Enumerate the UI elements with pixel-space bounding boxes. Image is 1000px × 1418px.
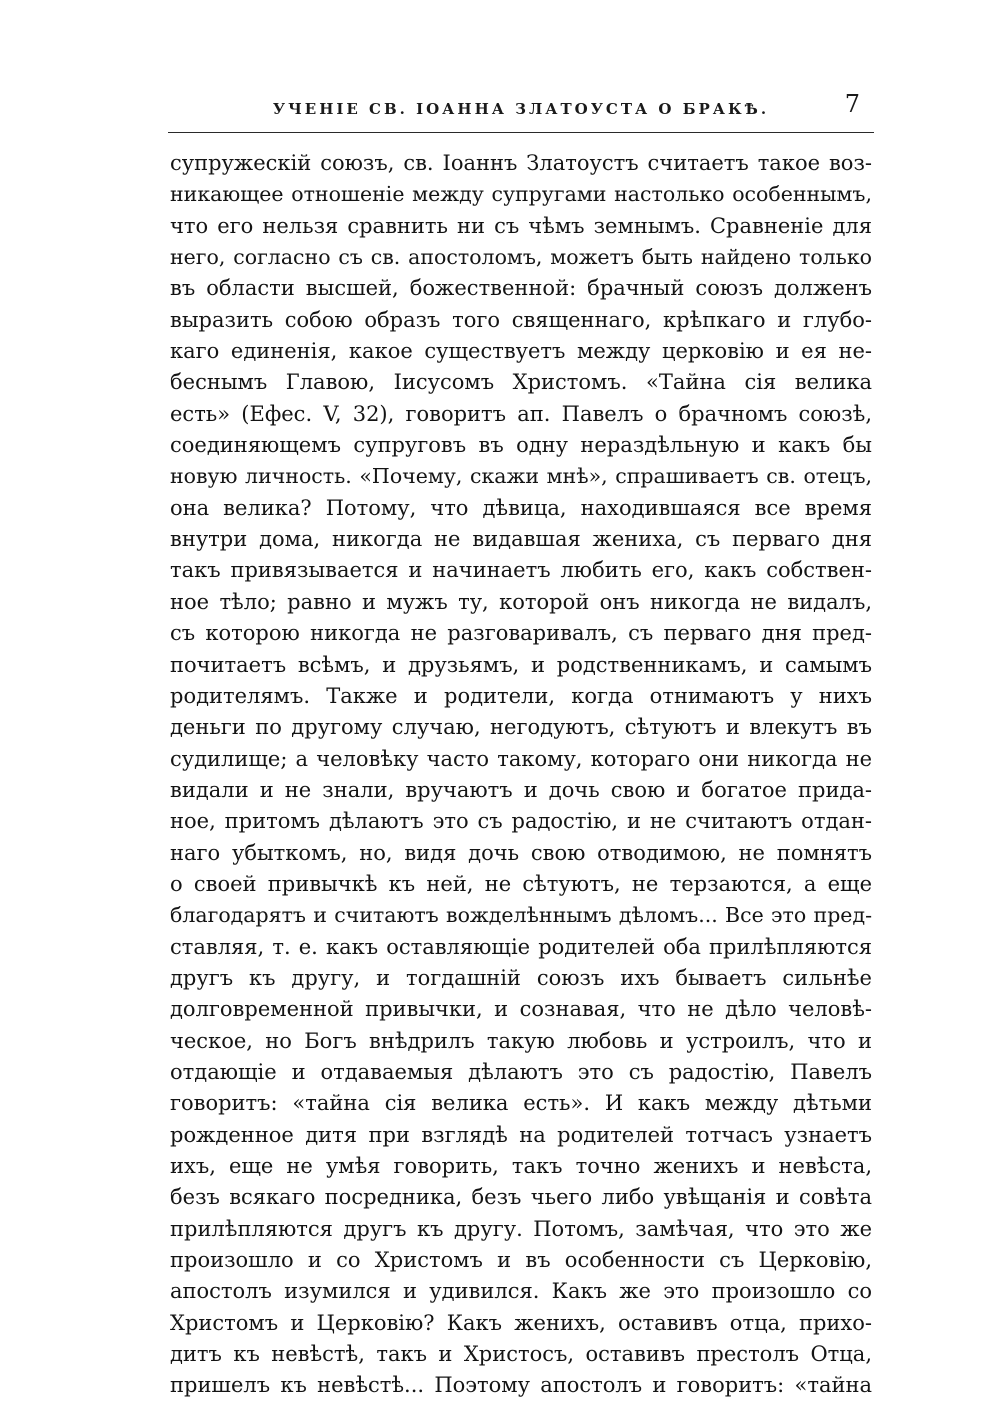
text-line: произошло и со Христомъ и въ особенности съ Церковію, — [170, 1248, 872, 1273]
text-line: новую личность. «Почему, скажи мнѣ», спрашиваетъ св. отецъ, — [170, 464, 872, 489]
text-line: почитаетъ всѣмъ, и друзьямъ, и родственникамъ, и самымъ — [170, 652, 872, 677]
text-line: такъ привязывается и начинаетъ любить его, какъ собствен- — [170, 558, 872, 583]
text-line: есть» (Ефес. V, 32), говоритъ ап. Павелъ о брачномъ союзѣ, — [170, 401, 872, 426]
text-line: наго убыткомъ, но, видя дочь свою отводимою, не помнятъ — [170, 840, 872, 865]
text-line: деньги по другому случаю, негодуютъ, сѣтуютъ и влекутъ въ — [170, 715, 872, 740]
text-line: Христомъ и Церковію? Какъ женихъ, оставивъ отца, прихо- — [170, 1310, 872, 1335]
text-line: апостолъ изумился и удивился. Какъ же это произошло со — [170, 1279, 872, 1304]
text-line: отдающіе и отдаваемыя дѣлаютъ это съ радостію, Павелъ — [170, 1059, 872, 1084]
text-line: ное тѣло; равно и мужъ ту, которой онъ никогда не видалъ, — [170, 589, 872, 614]
text-line: благодарятъ и считаютъ вожделѣннымъ дѣломъ... Все это пред- — [170, 903, 872, 928]
text-line: прилѣпляются другъ къ другу. Потомъ, замѣчая, что это же — [170, 1216, 872, 1241]
text-line: родителямъ. Также и родители, когда отнимаютъ у нихъ — [170, 683, 872, 708]
text-line: долговременной привычки, и сознавая, что не дѣло человѣ- — [170, 997, 872, 1022]
text-line: другъ къ другу, и тогдашній союзъ ихъ бываетъ сильнѣе — [170, 965, 872, 990]
text-line: что его нельзя сравнить ни съ чѣмъ земнымъ. Сравненіе для — [170, 213, 872, 238]
text-line: съ которою никогда не разговаривалъ, съ перваго дня пред- — [170, 621, 872, 646]
text-line: внутри дома, никогда не видавшая жениха, съ перваго дня — [170, 527, 872, 552]
text-line: въ области высшей, божественной: брачный союзъ долженъ — [170, 276, 872, 301]
text-line: говоритъ: «тайна сія велика есть». И какъ между дѣтьми — [170, 1091, 872, 1116]
text-line: ное, притомъ дѣлаютъ это съ радостію, и не считаютъ отдан- — [170, 809, 872, 834]
text-line: каго единенія, какое существуетъ между церковію и ея не- — [170, 339, 872, 364]
text-line: соединяющемъ супруговъ въ одну нераздѣльную и какъ бы — [170, 433, 872, 458]
text-line: безъ всякаго посредника, безъ чьего либо увѣщанія и совѣта — [170, 1185, 872, 1210]
text-line: ставляя, т. е. какъ оставляющіе родителей оба прилѣпляются — [170, 934, 872, 959]
text-line: ческое, но Богъ внѣдрилъ такую любовь и устроилъ, что и — [170, 1028, 872, 1053]
header-rule — [168, 132, 874, 133]
text-line: дитъ къ невѣстѣ, такъ и Христосъ, оставивъ престолъ Отца, — [170, 1342, 872, 1367]
body-text — [170, 148, 872, 1402]
page-number: 7 — [844, 90, 860, 118]
text-line: беснымъ Главою, Іисусомъ Христомъ. «Тайна сія велика — [170, 370, 872, 395]
text-line: пришелъ къ невѣстѣ... Поэтому апостолъ и говоритъ: «тайна — [170, 1373, 872, 1398]
text-line: никающее отношеніе между супругами настолько особеннымъ, — [170, 182, 872, 207]
text-line: судилище; а человѣку часто такому, котораго они никогда не — [170, 746, 872, 771]
text-line: него, согласно съ св. апостоломъ, можетъ быть найдено только — [170, 245, 872, 270]
running-title: УЧЕНІЕ СВ. ІОАННА ЗЛАТОУСТА О БРАКѢ. — [272, 100, 770, 118]
running-header — [168, 90, 874, 130]
text-line: она велика? Потому, что дѣвица, находившаяся все время — [170, 495, 872, 520]
text-line: о своей привычкѣ къ ней, не сѣтуютъ, не терзаются, а еще — [170, 871, 872, 896]
text-line: ихъ, еще не умѣя говорить, такъ точно женихъ и невѣста, — [170, 1154, 872, 1178]
text-line: выразить собою образъ того священнаго, крѣпкаго и глубо- — [170, 307, 872, 332]
text-line: супружескій союзъ, св. Іоаннъ Златоустъ считаетъ такое воз- — [170, 151, 872, 175]
text-line: рожденное дитя при взглядѣ на родителей тотчасъ узнаетъ — [170, 1122, 872, 1147]
text-line: видали и не знали, вручаютъ и дочь свою и богатое прида- — [170, 777, 872, 802]
